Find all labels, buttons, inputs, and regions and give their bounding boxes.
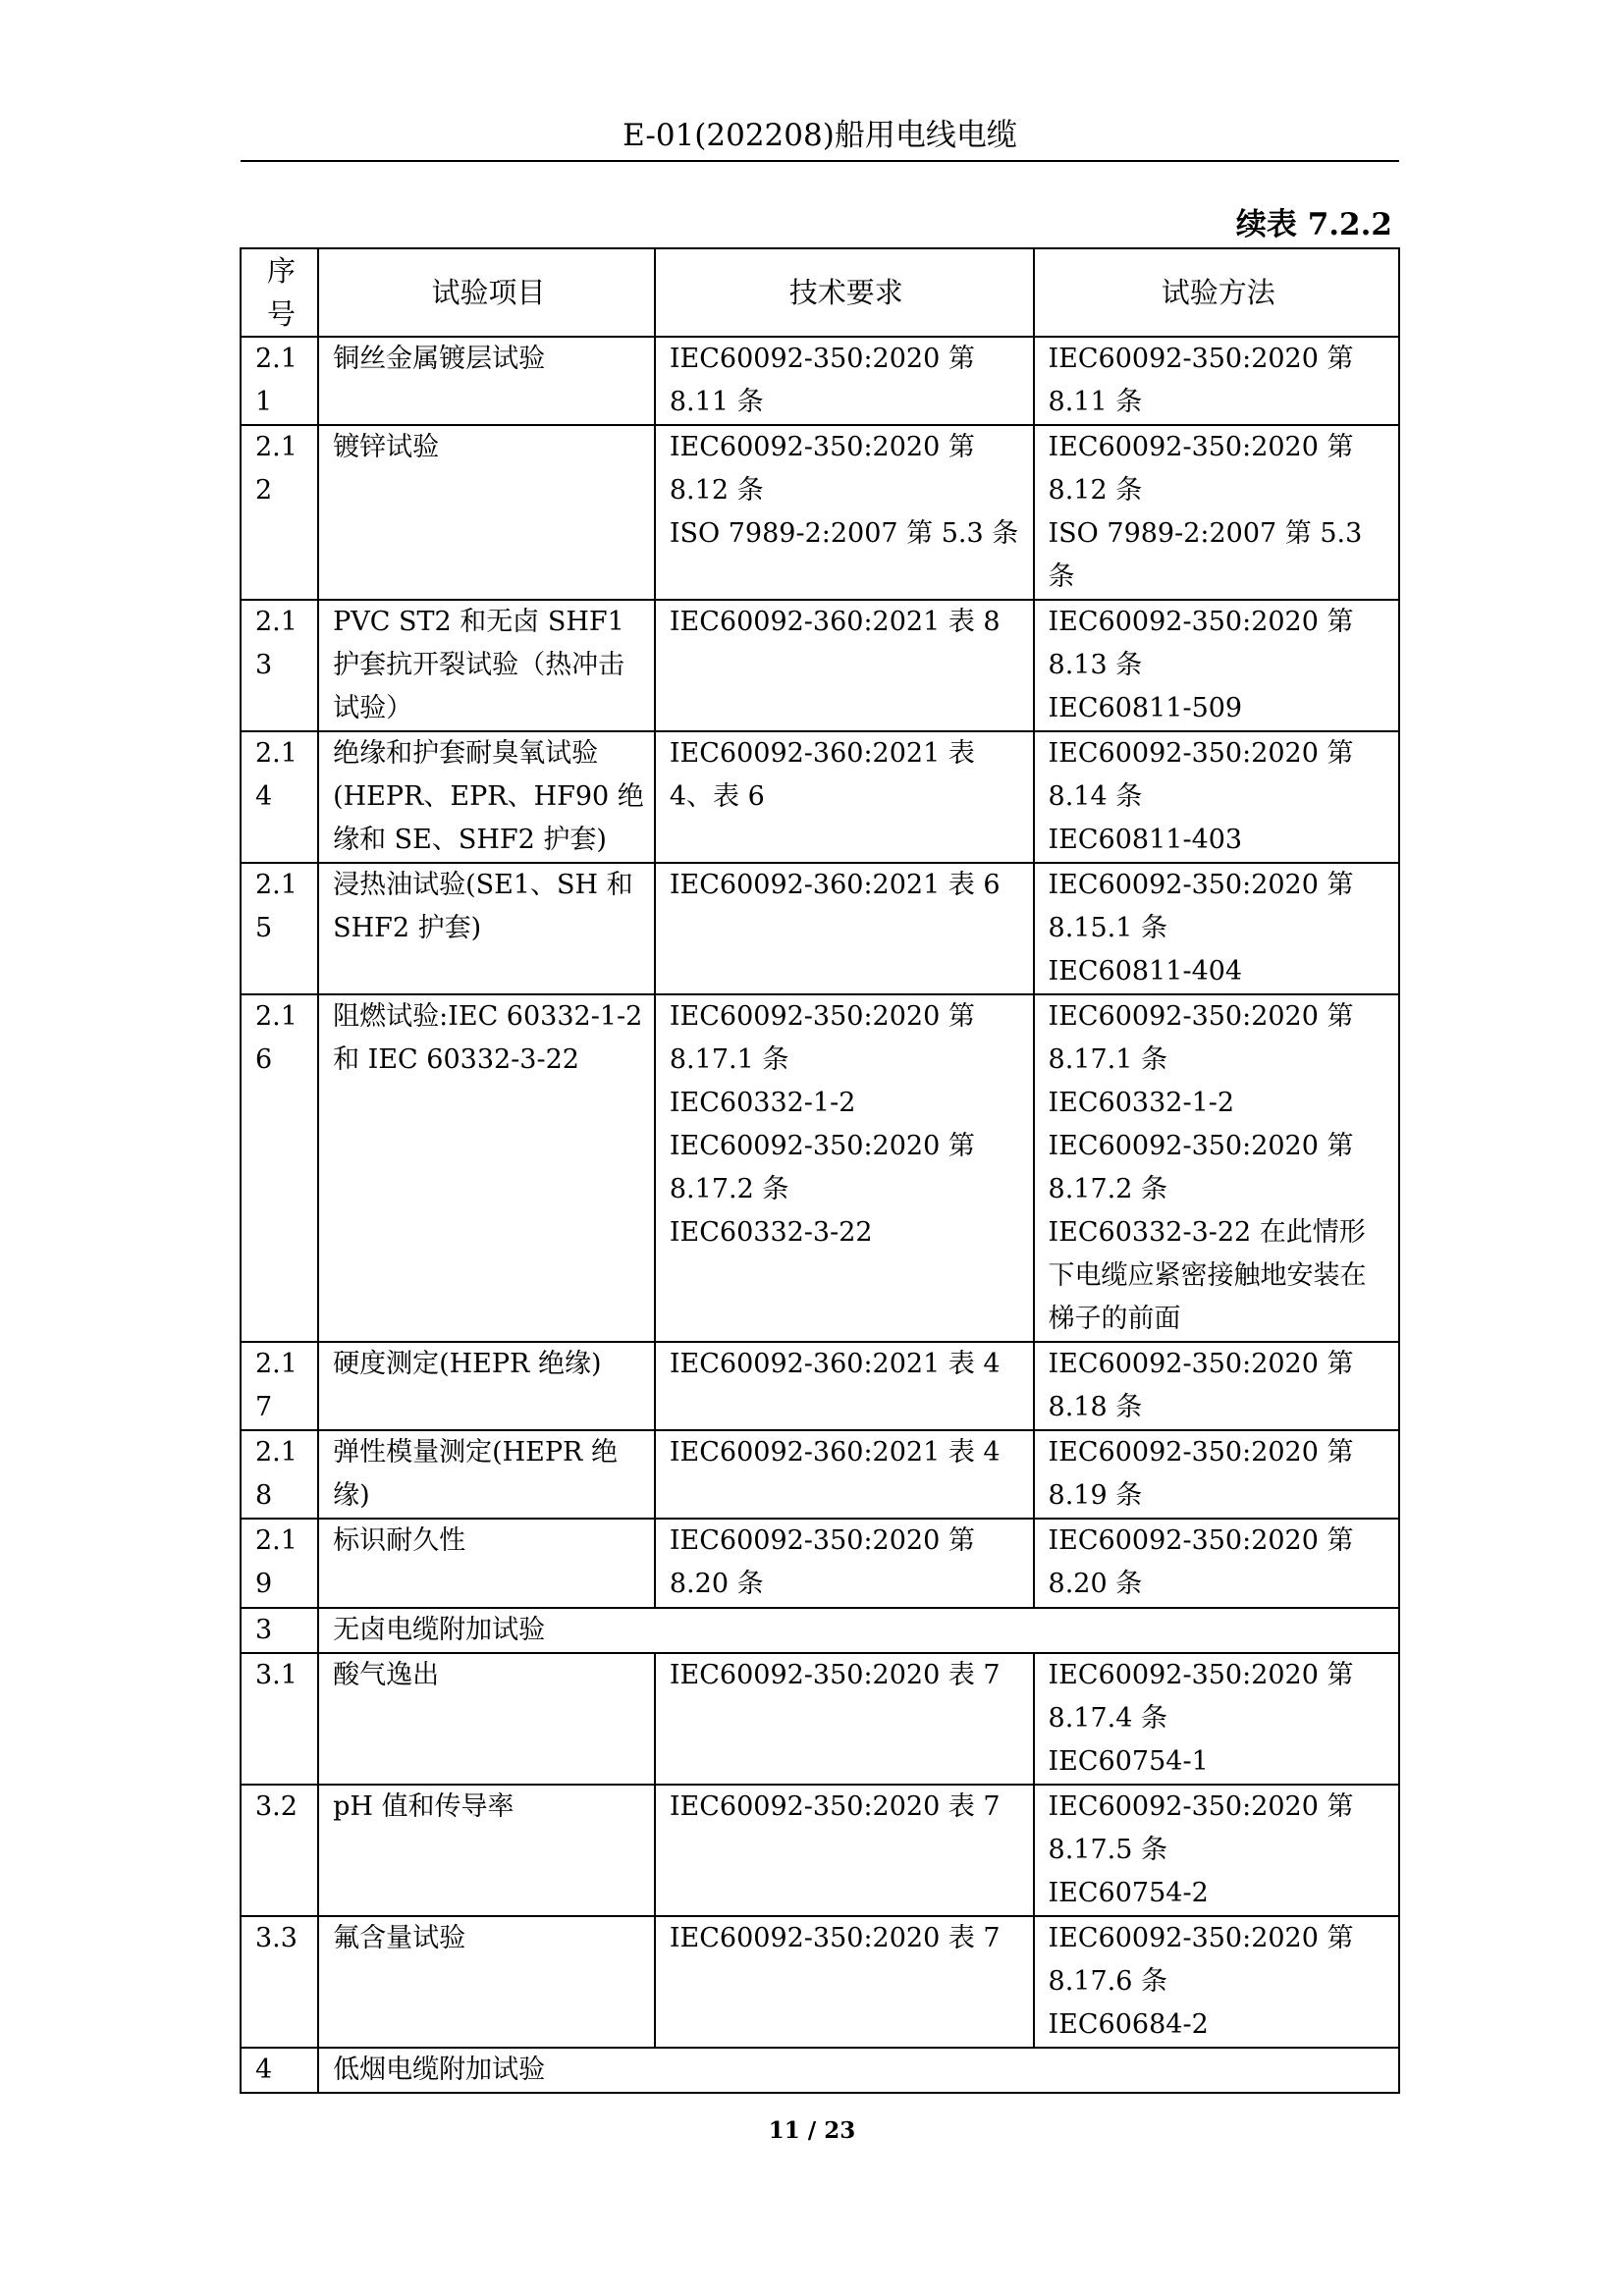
- method-line: IEC60684-2: [1048, 2009, 1209, 2040]
- cell-no: 2.13: [241, 600, 318, 731]
- requirement-line: IEC60092-360:2021 表 4: [669, 1349, 1001, 1379]
- requirement-line: IEC60092-350:2020 表 7: [669, 1660, 1001, 1690]
- cell-requirement: [655, 1519, 1034, 1608]
- cell-no: 2.11: [241, 337, 318, 425]
- cell-no: 2.19: [241, 1519, 318, 1608]
- cell-item: 酸气逸出: [318, 1653, 655, 1785]
- requirement-line: IEC60092-350:2020 第 8.17.1 条: [669, 1001, 975, 1075]
- header-rule: [241, 160, 1399, 162]
- method-line: IEC60092-350:2020 第 8.17.2 条: [1048, 1131, 1354, 1204]
- table-row: [241, 1608, 1399, 1653]
- cell-no: 3: [241, 1608, 318, 1653]
- cell-method: [1034, 1785, 1399, 1916]
- cell-requirement: [655, 1653, 1034, 1785]
- cell-item: PVC ST2 和无卤 SHF1 护套抗开裂试验（热冲击试验）: [318, 600, 655, 731]
- cell-requirement: [655, 1785, 1034, 1916]
- header-title: E-01(202208)船用电线电缆: [623, 118, 1017, 153]
- cell-item: 弹性模量测定(HEPR 绝缘): [318, 1430, 655, 1519]
- cell-no: 2.16: [241, 994, 318, 1342]
- method-line: IEC60811-509: [1048, 693, 1243, 723]
- column-header-requirement: 技术要求: [655, 248, 1034, 337]
- column-header-method: 试验方法: [1034, 248, 1399, 337]
- requirement-line: IEC60092-350:2020 第 8.20 条: [669, 1525, 975, 1599]
- cell-item: pH 值和传导率: [318, 1785, 655, 1916]
- cell-requirement: [655, 600, 1034, 731]
- requirement-line: IEC60092-360:2021 表 4: [669, 1437, 1001, 1468]
- cell-item: 低烟电缆附加试验: [318, 2048, 1399, 2093]
- method-line: IEC60092-350:2020 第 8.13 条: [1048, 607, 1354, 680]
- cell-requirement: [655, 994, 1034, 1342]
- cell-method: [1034, 1342, 1399, 1430]
- cell-requirement: [655, 1916, 1034, 2048]
- method-line: IEC60092-350:2020 第 8.17.1 条: [1048, 1001, 1354, 1075]
- method-line: IEC60092-350:2020 第 8.17.4 条: [1048, 1660, 1354, 1734]
- cell-no: 2.15: [241, 863, 318, 994]
- requirement-line: IEC60332-3-22: [669, 1217, 873, 1248]
- cell-method: [1034, 600, 1399, 731]
- cell-no: 2.12: [241, 425, 318, 600]
- cell-requirement: [655, 337, 1034, 425]
- cell-no: 4: [241, 2048, 318, 2093]
- cell-method: [1034, 731, 1399, 863]
- table-row: [241, 1916, 1399, 2048]
- cell-item: 硬度测定(HEPR 绝缘): [318, 1342, 655, 1430]
- cell-item: 浸热油试验(SE1、SH 和 SHF2 护套): [318, 863, 655, 994]
- requirement-line: IEC60092-350:2020 第 8.17.2 条: [669, 1131, 975, 1204]
- method-line: IEC60092-350:2020 第 8.17.6 条: [1048, 1923, 1354, 1997]
- cell-item: 氟含量试验: [318, 1916, 655, 2048]
- cell-method: [1034, 1430, 1399, 1519]
- cell-requirement: [655, 1430, 1034, 1519]
- cell-requirement: [655, 731, 1034, 863]
- column-header-no: 序号: [241, 248, 318, 337]
- cell-no: 2.17: [241, 1342, 318, 1430]
- requirement-line: IEC60092-350:2020 表 7: [669, 1923, 1001, 1953]
- requirement-line: ISO 7989-2:2007 第 5.3 条: [669, 518, 1019, 549]
- cell-requirement: [655, 863, 1034, 994]
- cell-no: 3.1: [241, 1653, 318, 1785]
- table-row: [241, 600, 1399, 731]
- cell-no: 2.14: [241, 731, 318, 863]
- method-line: ISO 7989-2:2007 第 5.3 条: [1048, 518, 1363, 592]
- table-row: [241, 731, 1399, 863]
- requirement-line: IEC60332-1-2: [669, 1088, 856, 1118]
- cell-item: 绝缘和护套耐臭氧试验 (HEPR、EPR、HF90 绝缘和 SE、SHF2 护套): [318, 731, 655, 863]
- cell-no: 2.18: [241, 1430, 318, 1519]
- table-caption: 续表 7.2.2: [1235, 207, 1392, 242]
- method-line: IEC60332-3-22 在此情形下电缆应紧密接触地安装在梯子的前面: [1048, 1217, 1367, 1334]
- method-line: IEC60092-350:2020 第 8.15.1 条: [1048, 870, 1354, 943]
- method-line: IEC60811-404: [1048, 956, 1243, 987]
- table-row: [241, 1519, 1399, 1608]
- cell-requirement: [655, 425, 1034, 600]
- cell-method: [1034, 1519, 1399, 1608]
- cell-item: 无卤电缆附加试验: [318, 1608, 1399, 1653]
- page-number: 11 / 23: [768, 2117, 856, 2144]
- cell-method: [1034, 337, 1399, 425]
- method-line: IEC60754-1: [1048, 1746, 1209, 1777]
- method-line: IEC60092-350:2020 第 8.20 条: [1048, 1525, 1354, 1599]
- table-header-row: [241, 248, 1399, 337]
- method-line: IEC60092-350:2020 第 8.11 条: [1048, 344, 1354, 417]
- cell-item: 阻燃试验:IEC 60332-1-2 和 IEC 60332-3-22: [318, 994, 655, 1342]
- requirement-line: IEC60092-350:2020 表 7: [669, 1791, 1001, 1822]
- method-line: IEC60092-350:2020 第 8.18 条: [1048, 1349, 1354, 1422]
- requirement-line: IEC60092-350:2020 第 8.11 条: [669, 344, 975, 417]
- method-line: IEC60811-403: [1048, 825, 1243, 855]
- method-line: IEC60092-350:2020 第 8.14 条: [1048, 738, 1354, 812]
- cell-method: [1034, 425, 1399, 600]
- requirement-line: IEC60092-360:2021 表 4、表 6: [669, 738, 975, 812]
- requirement-line: IEC60092-350:2020 第 8.12 条: [669, 432, 975, 506]
- table-row: [241, 425, 1399, 600]
- column-header-item: 试验项目: [318, 248, 655, 337]
- table-row: [241, 1785, 1399, 1916]
- cell-no: 3.2: [241, 1785, 318, 1916]
- cell-item: 铜丝金属镀层试验: [318, 337, 655, 425]
- cell-no: 3.3: [241, 1916, 318, 2048]
- table-row: [241, 2048, 1399, 2093]
- method-line: IEC60092-350:2020 第 8.19 条: [1048, 1437, 1354, 1511]
- method-line: IEC60092-350:2020 第 8.17.5 条: [1048, 1791, 1354, 1865]
- requirement-line: IEC60092-360:2021 表 8: [669, 607, 1001, 637]
- table-row: [241, 1342, 1399, 1430]
- test-table: [240, 247, 1400, 2094]
- method-line: IEC60754-2: [1048, 1878, 1209, 1908]
- table-row: [241, 1653, 1399, 1785]
- method-line: IEC60332-1-2: [1048, 1088, 1235, 1118]
- cell-requirement: [655, 1342, 1034, 1430]
- method-line: IEC60092-350:2020 第 8.12 条: [1048, 432, 1354, 506]
- cell-item: 标识耐久性: [318, 1519, 655, 1608]
- table-row: [241, 1430, 1399, 1519]
- table-row: [241, 863, 1399, 994]
- cell-method: [1034, 1653, 1399, 1785]
- cell-method: [1034, 1916, 1399, 2048]
- requirement-line: IEC60092-360:2021 表 6: [669, 870, 1001, 900]
- table-body: [241, 337, 1399, 2093]
- cell-method: [1034, 863, 1399, 994]
- table-row: [241, 994, 1399, 1342]
- cell-method: [1034, 994, 1399, 1342]
- cell-item: 镀锌试验: [318, 425, 655, 600]
- table-row: [241, 337, 1399, 425]
